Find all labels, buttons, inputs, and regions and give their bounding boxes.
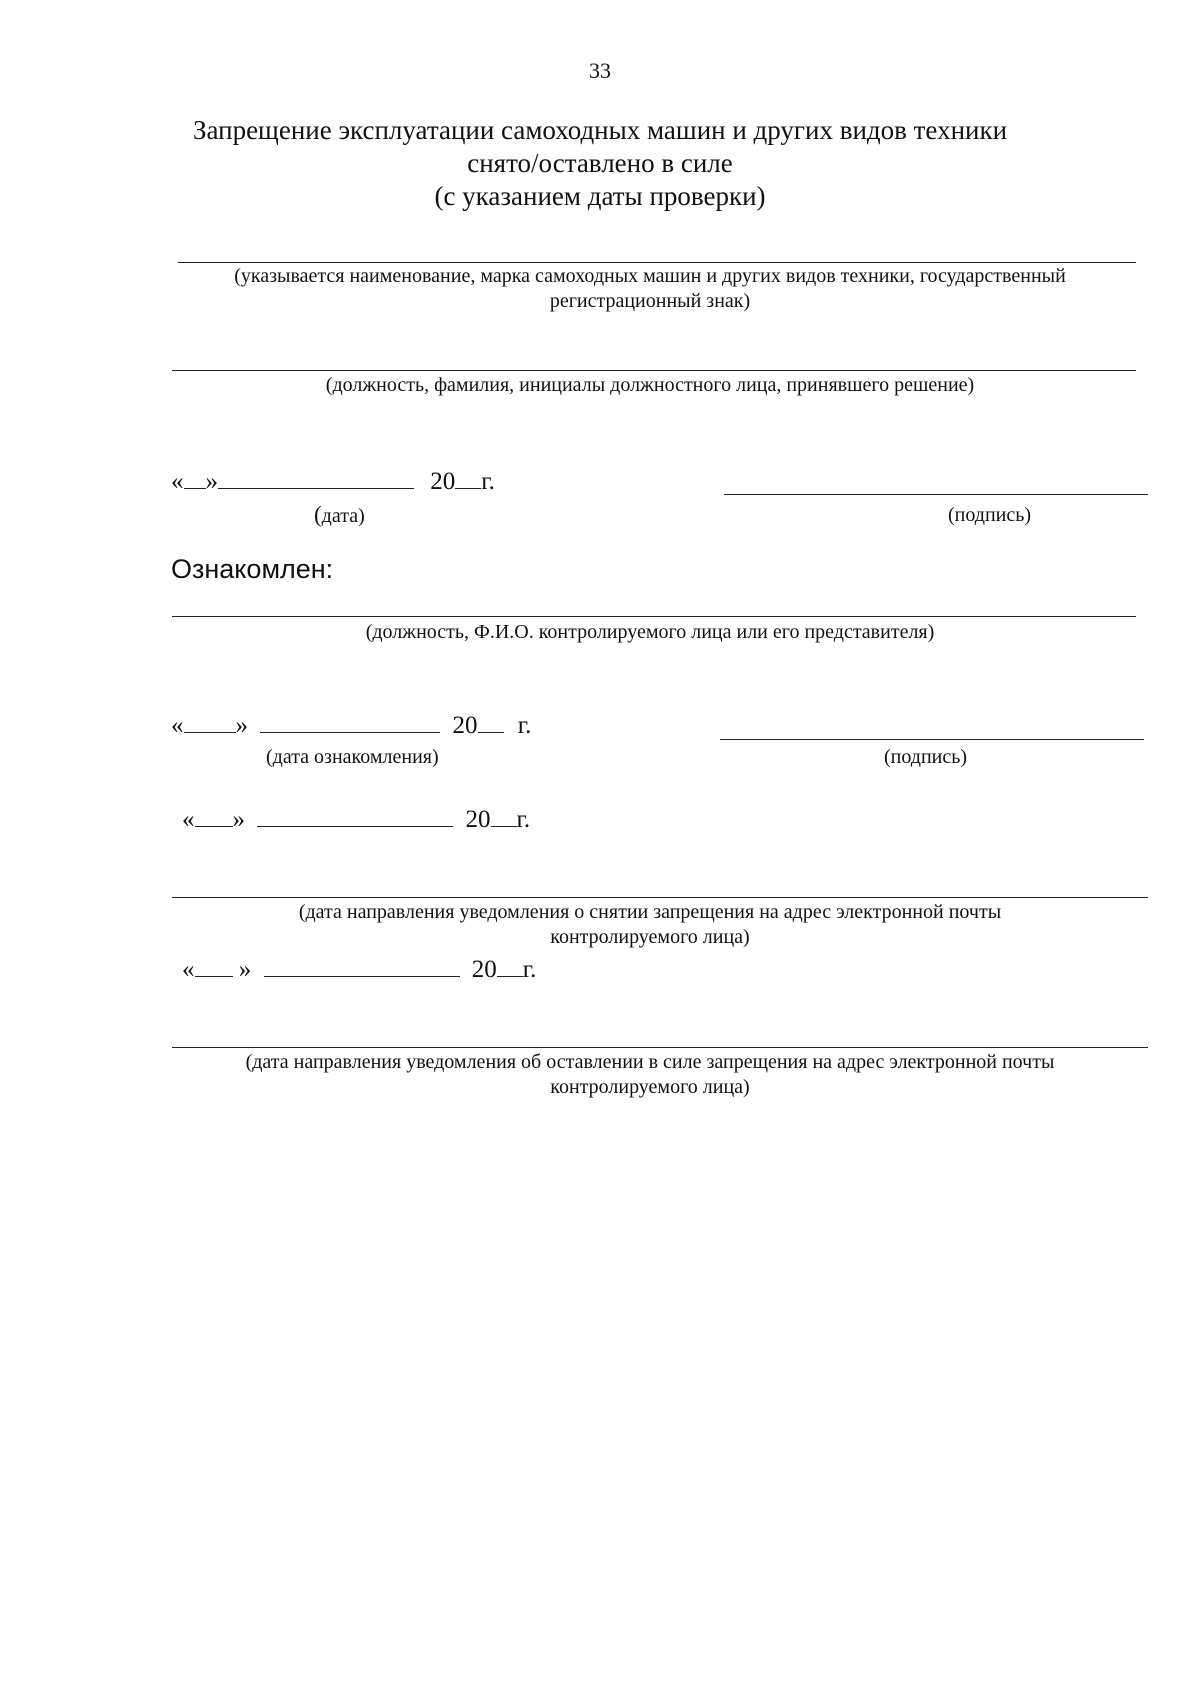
vehicle-caption-line-2: регистрационный знак) bbox=[549, 290, 751, 312]
official-blank-line bbox=[172, 370, 1136, 371]
official-caption: (должность, фамилия, инициалы должностного лица, принявшего решение) bbox=[325, 374, 975, 396]
close-quote: » bbox=[232, 806, 245, 833]
title-line-3: (с указанием даты проверки) bbox=[434, 181, 766, 211]
keep-notice-caption-line-2: контролируемого лица) bbox=[550, 1076, 750, 1098]
close-quote: » bbox=[238, 956, 252, 983]
day-blank bbox=[195, 954, 233, 977]
day-blank bbox=[195, 804, 233, 827]
date-caption-text: дата) bbox=[321, 505, 365, 527]
keep-notice-caption-line-1: (дата направления уведомления об оставлении в силе запрещения на адрес электронной почты bbox=[245, 1051, 1055, 1073]
keep-notice-date-field bbox=[182, 954, 536, 984]
acknowledged-label: Ознакомлен: bbox=[171, 554, 334, 584]
keep-notice-caption bbox=[150, 1050, 1150, 1100]
date-caption-paren: ( bbox=[314, 502, 322, 527]
year-blank bbox=[478, 710, 504, 733]
vehicle-blank-line bbox=[178, 262, 1136, 263]
year-suffix: г. bbox=[517, 712, 532, 739]
day-blank bbox=[184, 710, 236, 733]
ack-signature-caption: (подпись) bbox=[884, 746, 968, 768]
keep-notice-blank-line bbox=[172, 1047, 1148, 1048]
day-blank bbox=[184, 466, 206, 489]
controlled-person-blank-line bbox=[172, 616, 1136, 617]
title-line-2: снято/оставлено в силе bbox=[467, 148, 733, 178]
open-quote: « bbox=[171, 712, 184, 739]
year-suffix: г. bbox=[522, 956, 537, 983]
title-line-1: Запрещение эксплуатации самоходных машин и других видов техники bbox=[192, 115, 1008, 145]
lift-notice-caption-line-2: контролируемого лица) bbox=[550, 926, 750, 948]
year-blank bbox=[455, 466, 481, 489]
vehicle-caption-line-1: (указывается наименование, марка самоходных машин и других видов техники, государственный bbox=[234, 265, 1066, 287]
month-blank bbox=[264, 954, 460, 977]
open-quote: « bbox=[182, 956, 195, 983]
close-quote: » bbox=[205, 468, 218, 495]
month-blank bbox=[218, 466, 414, 489]
decision-date-field bbox=[171, 466, 495, 496]
document-title bbox=[0, 114, 1200, 213]
ack-signature-line bbox=[720, 739, 1144, 740]
year-blank bbox=[491, 804, 517, 827]
year-prefix: 20 bbox=[430, 468, 456, 495]
open-quote: « bbox=[182, 806, 195, 833]
close-quote: » bbox=[235, 712, 248, 739]
lift-notice-blank-line bbox=[172, 897, 1148, 898]
lift-notice-date-field bbox=[182, 804, 530, 834]
date-caption bbox=[314, 502, 365, 529]
lift-notice-caption-line-1: (дата направления уведомления о снятии запрещения на адрес электронной почты bbox=[298, 901, 1002, 923]
month-blank bbox=[257, 804, 453, 827]
decision-signature-line bbox=[724, 494, 1148, 495]
vehicle-caption bbox=[150, 264, 1150, 314]
month-blank bbox=[260, 710, 440, 733]
year-suffix: г. bbox=[516, 806, 531, 833]
year-blank bbox=[497, 954, 523, 977]
lift-notice-caption bbox=[150, 900, 1150, 950]
page-number: 33 bbox=[589, 58, 611, 83]
controlled-person-caption: (должность, Ф.И.О. контролируемого лица или его представителя) bbox=[365, 621, 935, 643]
year-prefix: 20 bbox=[465, 806, 491, 833]
year-prefix: 20 bbox=[471, 956, 497, 983]
open-quote: « bbox=[171, 468, 184, 495]
signature-caption: (подпись) bbox=[948, 504, 1032, 526]
year-prefix: 20 bbox=[452, 712, 478, 739]
ack-date-caption: (дата ознакомления) bbox=[266, 746, 439, 768]
ack-date-field bbox=[171, 710, 531, 740]
year-suffix: г. bbox=[481, 468, 495, 495]
